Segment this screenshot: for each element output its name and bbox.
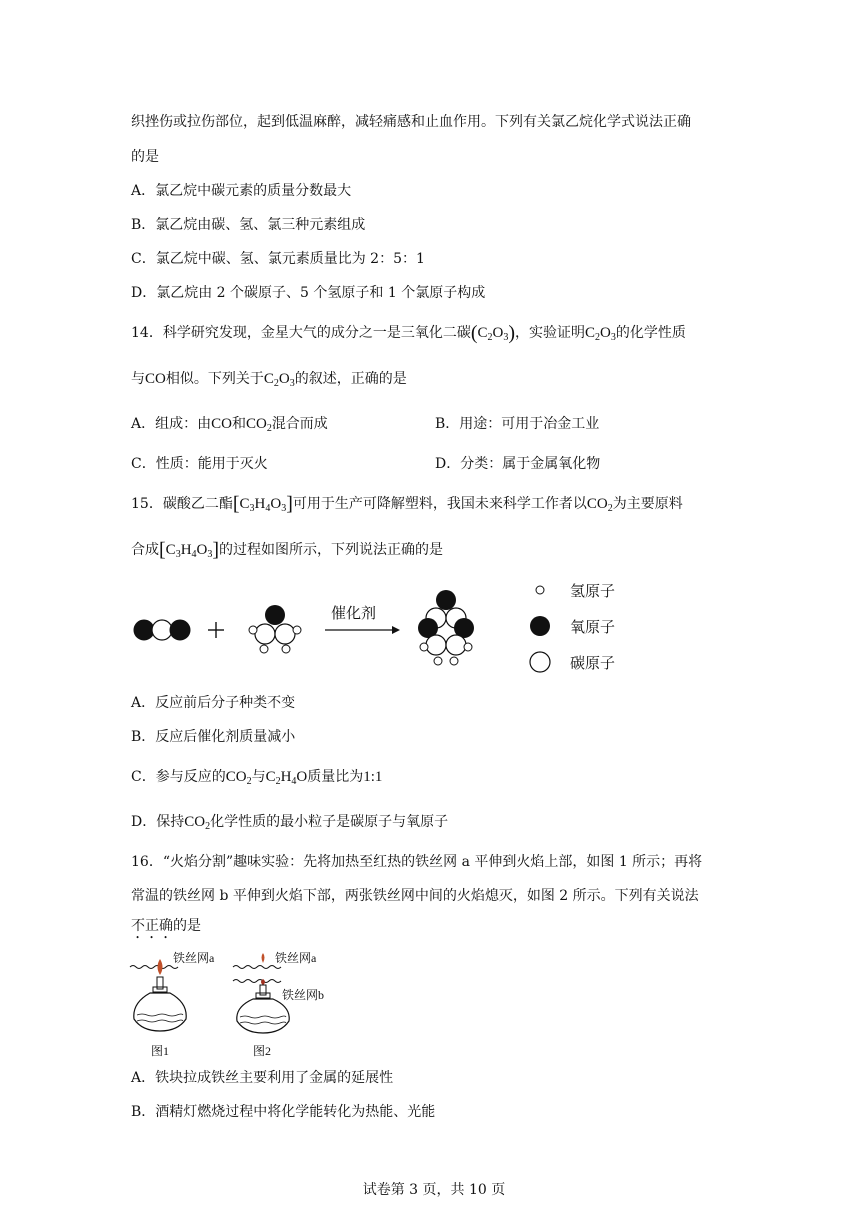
c3h4o3-molecule	[418, 590, 474, 665]
q14-option-c: C．性质：能用于灭火	[131, 456, 268, 472]
q16-option-b: B．酒精灯燃烧过程中将化学能转化为热能、光能	[131, 1104, 436, 1120]
q14-option-d: D．分类：属于金属氧化物	[435, 456, 601, 472]
legend-oxygen-icon	[530, 616, 550, 636]
legend-oxygen-label: 氧原子	[570, 619, 616, 636]
flame-icon	[158, 959, 163, 975]
q14-stem-line2: 与CO相似。下列关于$C_2O_3$的叙述，正确的是	[131, 371, 407, 389]
wire-mesh-a	[233, 966, 281, 969]
fig1-mesh-label: 铁丝网a	[173, 951, 215, 965]
reaction-diagram	[120, 580, 640, 685]
fig2-mesh-b-label: 铁丝网b	[282, 988, 325, 1002]
q14-option-a: A．组成：由CO和$CO_2$混合而成	[131, 416, 328, 434]
q15-option-c: C．参与反应的$CO_2$与$C_2H_4O$质量比为1:1	[131, 769, 383, 787]
legend-hydrogen-icon	[536, 586, 544, 594]
legend-carbon-label: 碳原子	[570, 655, 616, 672]
q13-option-a: A．氯乙烷中碳元素的质量分数最大	[131, 183, 352, 199]
q14-option-b: B．用途：可用于冶金工业	[435, 416, 600, 432]
reaction-arrow	[325, 626, 400, 634]
plus-sign	[208, 622, 224, 638]
q16-option-a: A．铁块拉成铁丝主要利用了金属的延展性	[131, 1070, 394, 1086]
emphasis-not-correct: 不正确	[131, 918, 173, 934]
formula-c3h4o3: $[C_3H_4O_3]$	[232, 493, 293, 515]
q13-text-line1: 织挫伤或拉伤部位，起到低温麻醉，减轻痛感和止血作用。下列有关氯乙烷化学式说法正确	[131, 114, 691, 130]
co2-molecule	[134, 620, 190, 640]
flame-experiment-diagram	[125, 945, 345, 1060]
fig1-caption: 图1	[151, 1044, 170, 1058]
upper-flame-icon	[262, 953, 265, 963]
fig2-caption: 图2	[253, 1044, 272, 1058]
q15-stem-line1: 15．碳酸乙二酯$[C_3H_4O_3]$可用于生产可降解塑料，我国未来科学工作者以$CO_2$为主要原料	[131, 493, 683, 515]
legend-carbon-icon	[530, 652, 550, 672]
legend	[530, 583, 615, 672]
q16-stem-line2: 常温的铁丝网 b 平伸到火焰下部，两张铁丝网中间的火焰熄灭，如图 2 所示。下列有关说法	[131, 888, 699, 904]
figure-2	[233, 950, 324, 1058]
alcohol-lamp-icon	[134, 993, 186, 1031]
q13-text-line2: 的是	[131, 149, 159, 165]
q14-stem-line1: 14．科学研究发现，金星大气的成分之一是三氧化二碳$(C_2O_3)$，实验证明$C_2O_3$的化学性质	[131, 322, 686, 344]
q13-option-d: D．氯乙烷由 2 个碳原子、5 个氢原子和 1 个氯原子构成	[131, 285, 486, 301]
q15-option-a: A．反应前后分子种类不变	[131, 695, 296, 711]
legend-hydrogen-label: 氢原子	[570, 583, 616, 600]
q13-option-c: C．氯乙烷中碳、氢、氯元素质量比为 2：5：1	[131, 251, 425, 267]
q16-stem-line1: 16．“火焰分割”趣味实验：先将加热至红热的铁丝网 a 平伸到火焰上部，如图 1 所示；再将	[131, 854, 703, 870]
q15-stem-line2: 合成$[C_3H_4O_3]$的过程如图所示，下列说法正确的是	[131, 539, 444, 561]
formula-c2o3: $(C_2O_3)$	[470, 322, 516, 344]
catalyst-label: 催化剂	[331, 605, 377, 622]
q15-option-b: B．反应后催化剂质量减小	[131, 729, 296, 745]
q16-stem-line3: 不正确的是	[131, 918, 201, 934]
wire-mesh-a	[130, 966, 178, 969]
q13-option-b: B．氯乙烷由碳、氢、氯三种元素组成	[131, 217, 366, 233]
c2h4o-molecule	[249, 605, 301, 653]
page-footer: 试卷第 3 页，共 10 页	[362, 1182, 506, 1198]
figure-1	[130, 950, 215, 1058]
fig2-mesh-a-label: 铁丝网a	[275, 951, 317, 965]
q15-option-d: D．保持$CO_2$化学性质的最小粒子是碳原子与氧原子	[131, 814, 449, 832]
wire-mesh-b	[233, 980, 281, 983]
